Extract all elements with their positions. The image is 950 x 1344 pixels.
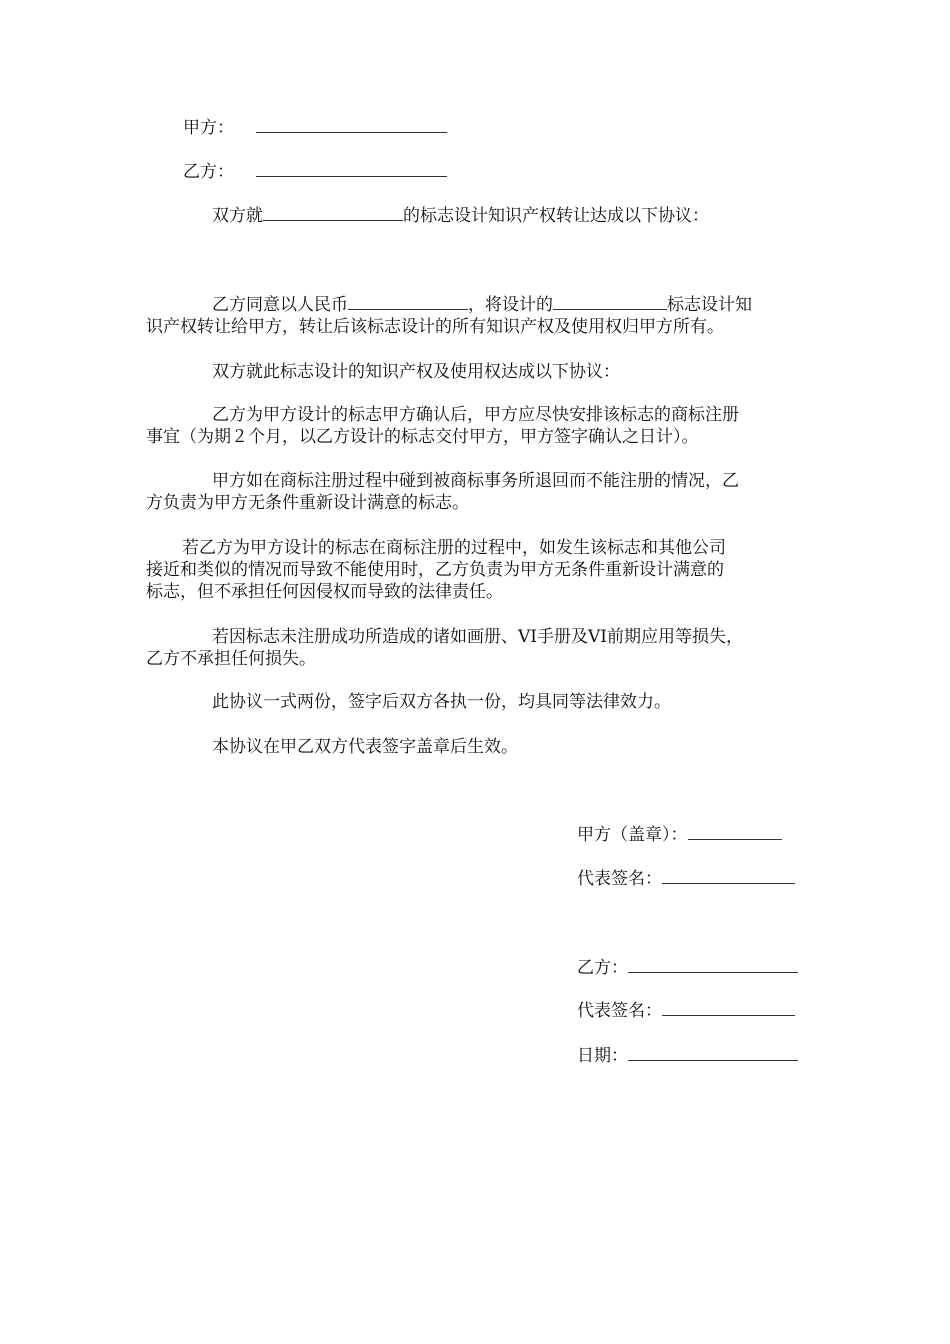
- clause-1-line-2: 识产权转让给甲方，转让后该标志设计的所有知识产权及使用权归甲方所有。: [146, 317, 724, 337]
- intro-after: 的标志设计知识产权转让达成以下协议：: [403, 206, 709, 226]
- clause-4-line-1: 甲方如在商标注册过程中碰到被商标事务所退回而不能注册的情况，乙: [212, 471, 739, 491]
- clause-7: 此协议一式两份，签字后双方各执一份，均具同等法律效力。: [212, 692, 671, 712]
- clause-3-line-2: 事宜（为期２个月，以乙方设计的标志交付甲方，甲方签字确认之日计）。: [146, 427, 699, 447]
- clause-1-line-1: [146, 294, 806, 316]
- rep-sign-a-blank: [662, 869, 795, 884]
- rep-sign-b-label: 代表签名：: [577, 1001, 662, 1021]
- party-a-label: 甲方：: [183, 118, 234, 138]
- clause-6: [146, 626, 806, 670]
- clause-5: [146, 537, 806, 603]
- clause-3: [146, 404, 806, 448]
- party-b-label: 乙方：: [183, 162, 234, 182]
- party-a-seal-blank: [688, 825, 782, 840]
- clause-5-line-1: 若乙方为甲方设计的标志在商标注册的过程中，如发生该标志和其他公司: [182, 538, 726, 558]
- party-b-sign-label: 乙方：: [577, 958, 628, 978]
- party-a-blank: [256, 118, 447, 133]
- rep-sign-a-line: [577, 869, 795, 889]
- clause-1-part-1: 乙方同意以人民币: [212, 295, 348, 315]
- clause-1-part-3: 标志设计知: [667, 295, 752, 315]
- intro-before: 双方就: [212, 206, 263, 226]
- date-blank: [628, 1046, 798, 1061]
- clause-1: [146, 294, 806, 338]
- rep-sign-b-blank: [662, 1001, 795, 1016]
- clause-6-line-1: 若因标志未注册成功所造成的诸如画册、VI手册及VI前期应用等损失，: [212, 627, 743, 647]
- party-b-sign-line: [577, 958, 798, 978]
- intro-line: [212, 206, 709, 226]
- clause-4: [146, 470, 806, 514]
- rep-sign-a-label: 代表签名：: [577, 869, 662, 889]
- clause-1-part-2: ，将设计的: [468, 295, 553, 315]
- clause-6-line-2: 乙方不承担任何损失。: [146, 649, 316, 669]
- party-b-blank: [256, 162, 447, 177]
- party-a-line: [183, 118, 447, 138]
- intro-blank: [263, 206, 403, 221]
- party-b-line: [183, 162, 447, 182]
- date-label: 日期：: [577, 1046, 628, 1066]
- design-name-blank: [553, 295, 667, 310]
- rep-sign-b-line: [577, 1001, 795, 1021]
- clause-5-line-3: 标志，但不承担任何因侵权而导致的法律责任。: [146, 582, 503, 602]
- party-b-sign-blank: [628, 958, 798, 973]
- clause-5-line-2: 接近和类似的情况而导致不能使用时，乙方负责为甲方无条件重新设计满意的: [146, 560, 724, 580]
- date-line: [577, 1046, 798, 1066]
- party-a-seal-line: [577, 825, 782, 845]
- amount-blank: [348, 295, 468, 310]
- clause-4-line-2: 方负责为甲方无条件重新设计满意的标志。: [146, 493, 469, 513]
- clause-3-line-1: 乙方为甲方设计的标志甲方确认后，甲方应尽快安排该标志的商标注册: [212, 405, 739, 425]
- party-a-seal-label: 甲方（盖章）：: [577, 825, 688, 845]
- clause-8: 本协议在甲乙双方代表签字盖章后生效。: [212, 737, 518, 757]
- clause-2: 双方就此标志设计的知识产权及使用权达成以下协议：: [212, 362, 620, 382]
